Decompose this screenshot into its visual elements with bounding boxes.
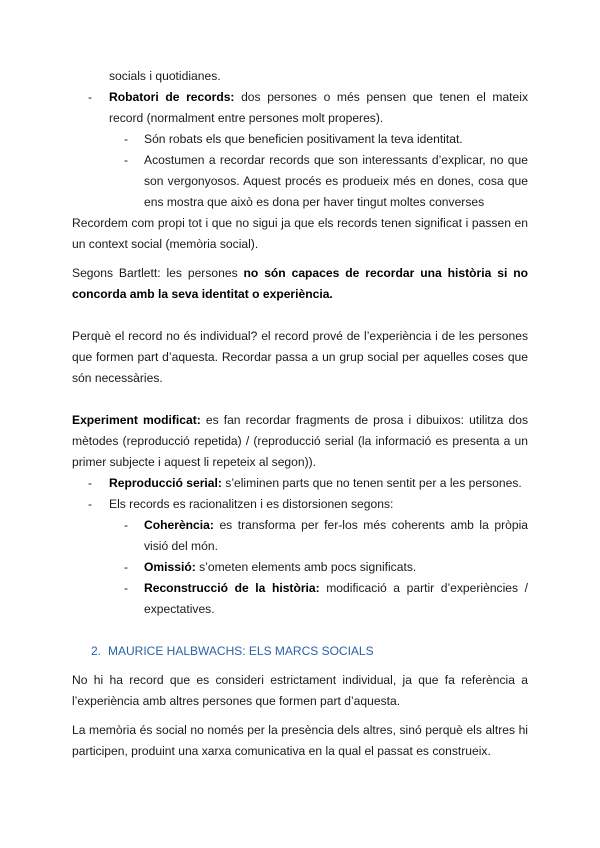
coherencia-text: es transforma per fer-los més coherents amb la pròpia visió del món. — [144, 518, 528, 553]
bullet-dash: - — [88, 90, 93, 104]
experiment-text: es fan recordar fragments de prosa i dibuixos: utilitza dos mètodes (reproducció repetida) / (reproducció serial (la informació es presenta a un primer subjecte i aquest li repeteix al segon)). — [72, 413, 528, 469]
bullet-dash: - — [88, 497, 93, 511]
sublist-item-coherencia — [72, 515, 528, 557]
bullet-dash: - — [124, 518, 129, 532]
section-number: 2. — [91, 644, 102, 658]
robatori-text: dos persones o més pensen que tenen el mateix record (normalment entre persones molt properes). — [109, 90, 528, 125]
bullet-dash: - — [124, 581, 129, 595]
sublist-item-reconstruccio — [72, 578, 528, 620]
paragraph-recordem: Recordem com propi tot i que no sigui ja que els records tenen significat i passen en un context social (memòria social). — [72, 216, 528, 251]
paragraph-experiment — [72, 410, 528, 473]
omissio-text: s’ometen elements amb pocs significats. — [195, 560, 417, 574]
bullet-dash: - — [124, 560, 129, 574]
term-reproduccio: Reproducció serial: — [109, 476, 222, 490]
sublist-item — [72, 150, 528, 213]
paragraph-perque: Perquè el record no és individual? el record prové de l’experiència i de les persones que formen part d’aquesta. Recordar passa a un grup social per aquelles coses que són necessàries. — [72, 329, 528, 385]
bullet-dash: - — [124, 153, 129, 167]
paragraph-bartlett — [72, 263, 528, 305]
term-experiment: Experiment modificat: — [72, 413, 201, 427]
bartlett-intro: Segons Bartlett: les persones — [72, 266, 244, 280]
paragraph-memoria: La memòria és social no només per la presència dels altres, sinó perquè els altres hi participen, produint una xarxa comunicativa en la qual el passat es construeix. — [72, 723, 528, 758]
paragraph-nohi: No hi ha record que es consideri estrictament individual, ja que fa referència a l’experiència amb altres persones que formen part d’aquesta. — [72, 673, 528, 708]
sublist-item-text: Acostumen a recordar records que son interessants d’explicar, no que son vergonyosos. Aquest procés es produeix més en dones, cosa que ens mostra que això es dona per haver tingut moltes converses — [144, 153, 528, 209]
section-title: MAURICE HALBWACHS: ELS MARCS SOCIALS — [108, 644, 374, 658]
term-coherencia: Coherència: — [144, 518, 214, 532]
bartlett-emphasis: no són capaces de recordar una història si no concorda amb la seva identitat o experiència. — [72, 266, 528, 301]
list-item-robatori — [72, 87, 528, 129]
sublist-item — [72, 129, 528, 150]
section-heading — [72, 641, 528, 662]
reconstruccio-text: modificació a partir d’experiències / expectatives. — [144, 581, 528, 616]
list-item-records — [72, 494, 528, 515]
records-text: Els records es racionalitzen i es distorsionen segons: — [109, 497, 394, 511]
bullet-dash: - — [88, 476, 93, 490]
sublist-item-text: Són robats els que beneficien positivament la teva identitat. — [144, 132, 463, 146]
term-omissio: Omissió: — [144, 560, 196, 574]
sublist-item-omissio — [72, 557, 528, 578]
reproduccio-text: s’eliminen parts que no tenen sentit per a les persones. — [221, 476, 522, 490]
term-robatori: Robatori de records: — [109, 90, 235, 104]
document-page — [72, 66, 528, 762]
bullet-dash: - — [124, 132, 129, 146]
term-reconstruccio: Reconstrucció de la història: — [144, 581, 320, 595]
intro-continuation: socials i quotidianes. — [109, 69, 221, 83]
list-item-reproduccio — [72, 473, 528, 494]
